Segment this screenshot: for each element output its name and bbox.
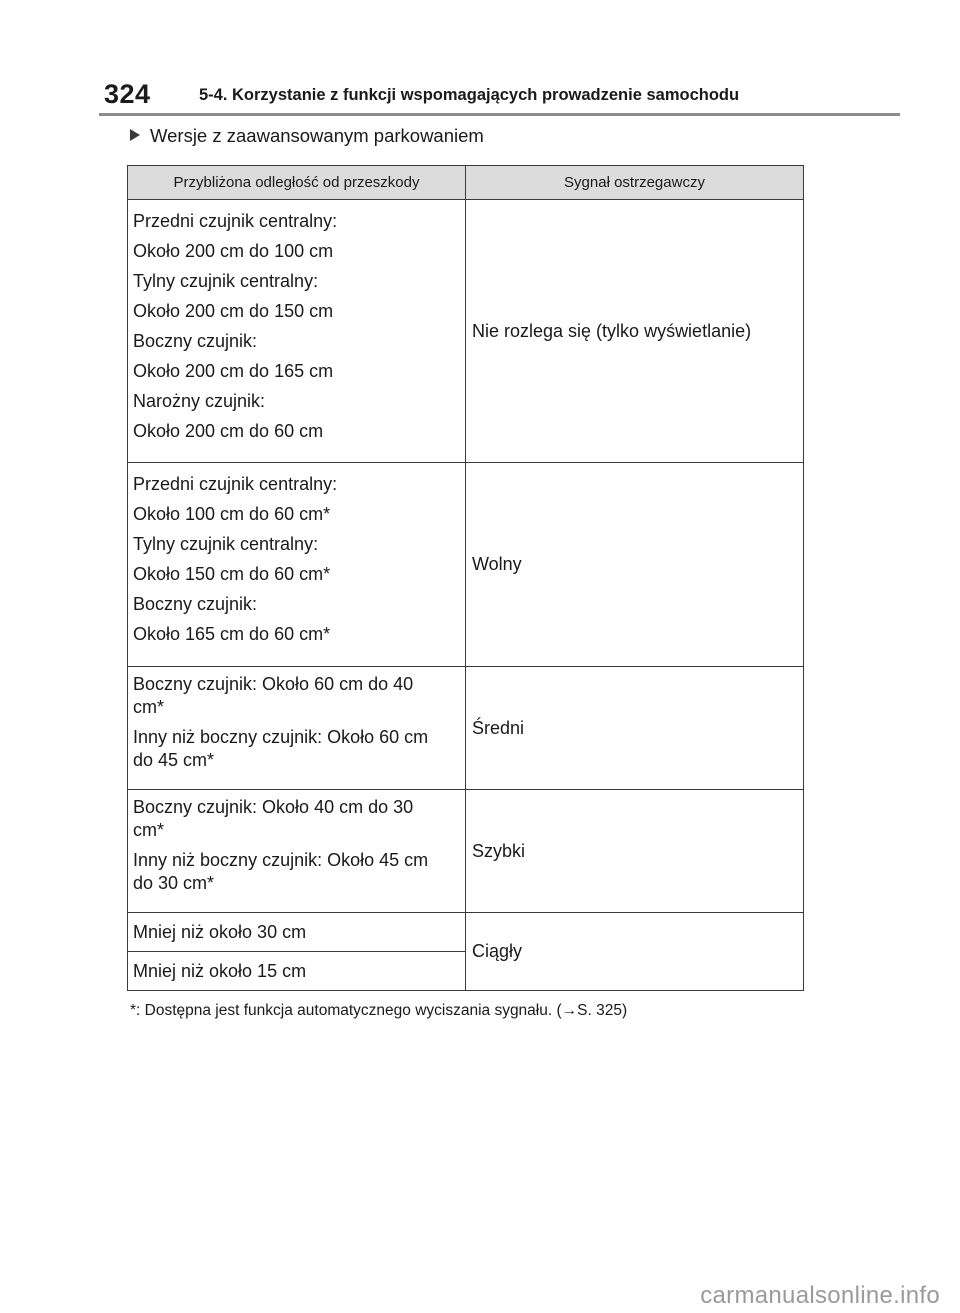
header-distance: Przybliżona odległość od przeszkody (128, 166, 466, 200)
distance-line: Narożny czujnik: (133, 391, 266, 411)
signal-cell: Średni (466, 667, 804, 790)
distance-line: Przedni czujnik centralny: (133, 211, 338, 231)
table-row (128, 913, 804, 952)
distance-line: Mniej niż około 15 cm (133, 961, 307, 981)
distance-line: Boczny czujnik: (133, 331, 258, 351)
signal-cell: Ciągły (466, 913, 804, 991)
distance-line: Około 200 cm do 100 cm (133, 241, 334, 261)
distance-line: Inny niż boczny czujnik: Około 60 cm do 45 cm* (133, 727, 429, 770)
subtitle-text: Wersje z zaawansowanym parkowaniem (150, 125, 484, 146)
header-divider (99, 113, 900, 116)
distance-line: Tylny czujnik centralny: (133, 271, 319, 291)
distance-line: Około 165 cm do 60 cm* (133, 624, 331, 644)
distance-line: Około 200 cm do 150 cm (133, 301, 334, 321)
table-row (128, 790, 804, 913)
distance-cell (128, 200, 466, 463)
distance-cell (128, 913, 466, 952)
distance-cell (128, 463, 466, 667)
distance-line: Mniej niż około 30 cm (133, 922, 307, 942)
section-subtitle (130, 124, 484, 148)
footnote: *: Dostępna jest funkcja automatycznego wyciszania sygnału. (→S. 325) (130, 1002, 628, 1019)
watermark: carmanualsonline.info (700, 1282, 940, 1309)
signal-cell: Szybki (466, 790, 804, 913)
header-signal: Sygnał ostrzegawczy (466, 166, 804, 200)
table-header-row (128, 166, 804, 200)
page-header (104, 76, 904, 116)
distance-line: Boczny czujnik: (133, 594, 258, 614)
distance-line: Boczny czujnik: Około 40 cm do 30 cm* (133, 797, 414, 840)
distance-line: Około 150 cm do 60 cm* (133, 564, 331, 584)
distance-line: Około 200 cm do 165 cm (133, 361, 334, 381)
triangle-bullet-icon (130, 129, 140, 141)
distance-cell (128, 667, 466, 790)
warning-signal-table (127, 165, 804, 991)
table-row (128, 667, 804, 790)
table-row (128, 200, 804, 463)
chapter-title: 5-4. Korzystanie z funkcji wspomagających prowadzenie samochodu (199, 86, 740, 104)
distance-line: Około 200 cm do 60 cm (133, 421, 324, 441)
distance-line: Przedni czujnik centralny: (133, 474, 338, 494)
distance-cell (128, 952, 466, 991)
distance-line: Około 100 cm do 60 cm* (133, 504, 331, 524)
distance-line: Boczny czujnik: Około 60 cm do 40 cm* (133, 674, 414, 717)
distance-cell (128, 790, 466, 913)
distance-line: Tylny czujnik centralny: (133, 534, 319, 554)
signal-cell: Nie rozlega się (tylko wyświetlanie) (466, 200, 804, 463)
signal-cell: Wolny (466, 463, 804, 667)
page-number: 324 (104, 79, 151, 109)
distance-line: Inny niż boczny czujnik: Około 45 cm do 30 cm* (133, 850, 429, 893)
table-row (128, 463, 804, 667)
